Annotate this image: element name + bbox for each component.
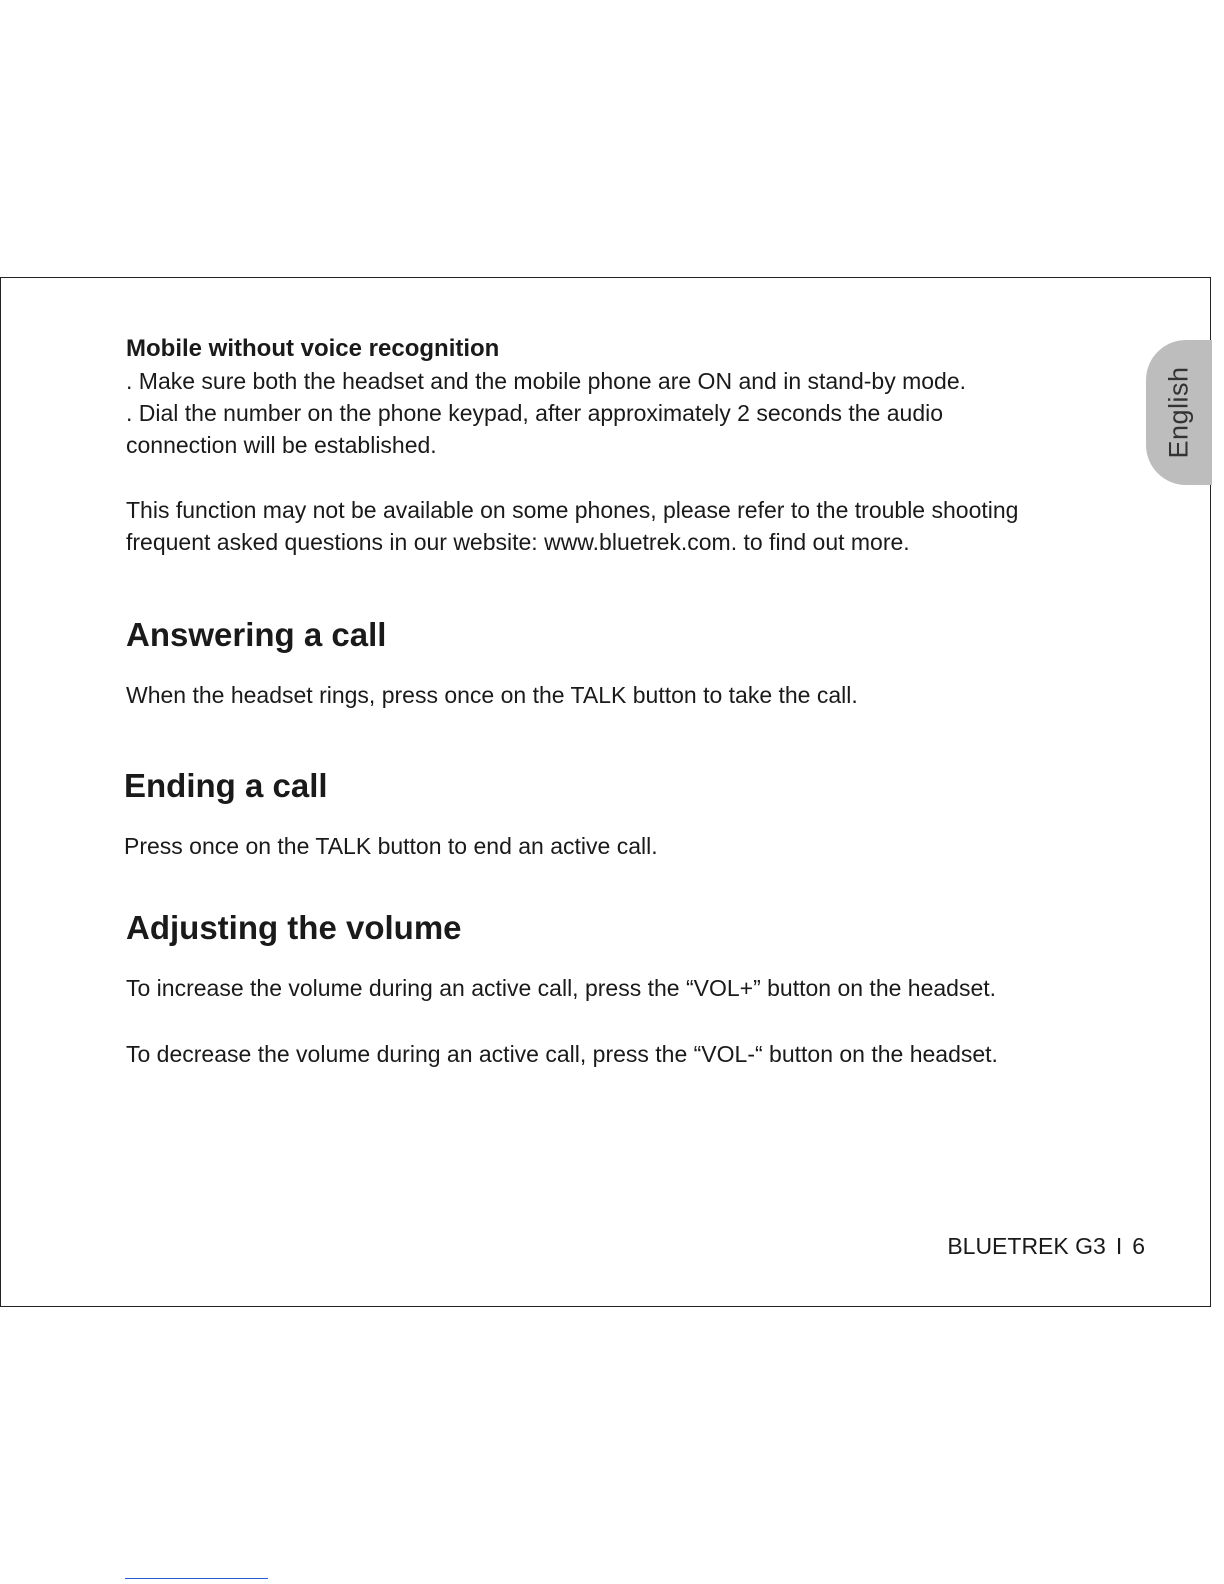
answering-text: When the headset rings, press once on the TALK button to take the call. xyxy=(126,682,858,708)
mobile-section-heading: Mobile without voice recognition xyxy=(126,335,500,362)
volume-heading: Adjusting the volume xyxy=(126,909,462,946)
volume-increase-text: To increase the volume during an active call, press the “VOL+” button on the headset. xyxy=(126,975,997,1001)
language-tab xyxy=(1146,340,1212,485)
mobile-section xyxy=(126,333,1126,558)
mobile-step-1: . Make sure both the headset and the mobile phone are ON and in stand-by mode. xyxy=(126,368,967,394)
mobile-note-line-2: frequent asked questions in our website: www.bluetrek.com. to find out more. xyxy=(126,529,910,555)
ending-text: Press once on the TALK button to end an active call. xyxy=(124,833,658,859)
volume-decrease-text: To decrease the volume during an active call, press the “VOL-“ button on the headset. xyxy=(126,1041,998,1067)
footer-separator: I xyxy=(1115,1233,1123,1259)
language-tab-label: English xyxy=(1163,366,1194,459)
ending-heading: Ending a call xyxy=(124,767,328,804)
page-footer xyxy=(947,1230,1145,1262)
mobile-step-2: . Dial the number on the phone keypad, after approximately 2 seconds the audio xyxy=(126,400,944,426)
mobile-step-2-cont: connection will be established. xyxy=(126,432,437,458)
bottom-rule xyxy=(125,1578,268,1579)
footer-product: BLUETREK G3 xyxy=(947,1233,1106,1259)
answering-heading: Answering a call xyxy=(126,616,387,653)
mobile-note-line-1: This function may not be available on some phones, please refer to the trouble shooting xyxy=(126,497,1019,523)
footer-page-number: 6 xyxy=(1132,1233,1145,1259)
